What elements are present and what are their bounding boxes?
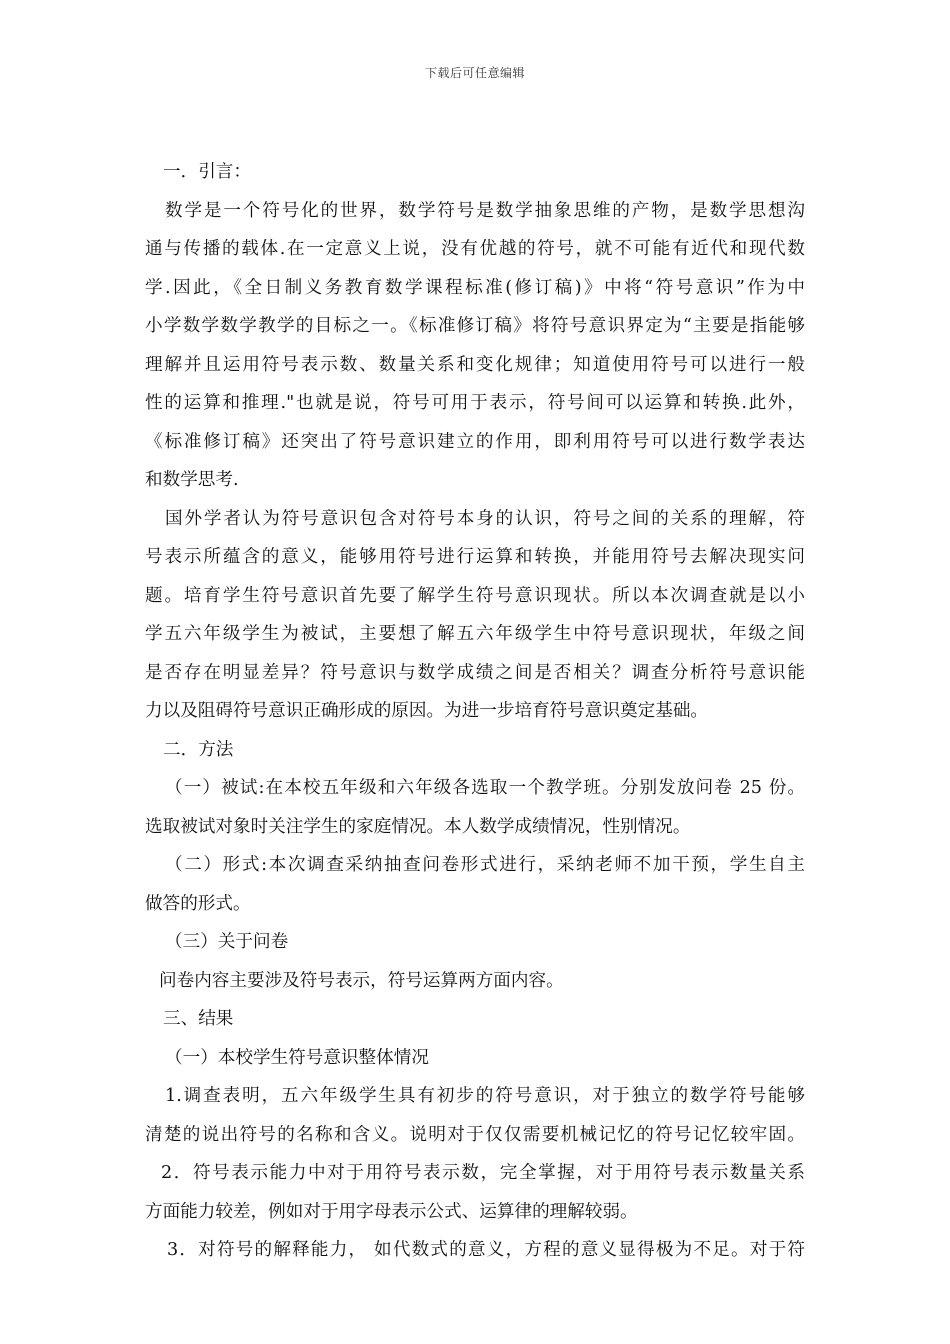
paragraph-line: 清楚的说出符号的名称和含义。说明对于仅仅需要机械记忆的符号记忆较牢固。	[145, 1124, 805, 1145]
paragraph-line: 《标准修订稿》还突出了符号意识建立的作用，即利用符号可以进行数学表达	[145, 431, 805, 452]
paragraph-line: （一）被试:在本校五年级和六年级各选取一个教学班。分别发放问卷 25 份。	[165, 778, 805, 798]
paragraph-line: 通与传播的载体.在一定意义上说，没有优越的符号，就不可能有近代和现代数	[145, 239, 805, 259]
paragraph-line: 和数学思考.	[145, 470, 239, 490]
paragraph-line: 学.因此，《全日制义务教育数学课程标准(修订稿)》中将“符号意识”作为中	[145, 277, 805, 298]
paragraph-line: 号表示所蕴含的意义，能够用符号进行运算和转换，并能用符号去解决现实问	[145, 547, 805, 567]
paragraph-line: 题。培育学生符号意识首先要了解学生符号意识现状。所以本次调查就是以小	[145, 585, 805, 606]
paragraph-line: 做答的形式。	[145, 893, 251, 914]
paragraph-line: 1.调查表明，五六年级学生具有初步的符号意识，对于独立的数学符号能够	[165, 1086, 805, 1106]
section-heading-introduction: 一．引言：	[163, 162, 251, 182]
document-body	[145, 156, 805, 1273]
paragraph-line: 是否存在明显差异？符号意识与数学成绩之间是否相关？调查分析符号意识能	[145, 662, 805, 683]
paragraph-line: 数学是一个符号化的世界，数学符号是数学抽象思维的产物，是数学思想沟	[165, 200, 805, 221]
paragraph-line: 学五六年级学生为被试，主要想了解五六年级学生中符号意识现状，年级之间	[145, 624, 805, 644]
paragraph-line: 2．符号表示能力中对于用符号表示数，完全掌握，对于用符号表示数量关系	[161, 1163, 805, 1183]
page-header: 下载后可任意编辑	[424, 66, 525, 80]
subsection-heading-questionnaire: （三）关于问卷	[165, 932, 289, 952]
paragraph-line: 选取被试对象时关注学生的家庭情况。本人数学成绩情况，性别情况。	[145, 816, 691, 837]
paragraph-line: （二）形式:本次调查采纳抽查问卷形式进行，采纳老师不加干预，学生自主	[165, 855, 805, 875]
paragraph-line: 理解并且运用符号表示数、数量关系和变化规律；知道使用符号可以进行一般	[145, 354, 805, 375]
section-heading-method: 二．方法	[163, 739, 234, 760]
paragraph-line: 小学数学数学教学的目标之一。《标准修订稿》将符号意识界定为“主要是指能够	[145, 316, 805, 336]
section-heading-results: 三、结果	[163, 1009, 234, 1029]
paragraph-line: 性的运算和推理."也就是说，符号可用于表示，符号间可以运算和转换.此外，	[145, 393, 805, 413]
paragraph-line: 问卷内容主要涉及符号表示，符号运算两方面内容。	[159, 970, 564, 991]
paragraph-line: 方面能力较差，例如对于用字母表示公式、运算律的理解较弱。	[145, 1201, 638, 1222]
subsection-heading-overall: （一）本校学生符号意识整体情况	[165, 1047, 429, 1068]
paragraph-line: 国外学者认为符号意识包含对符号本身的认识，符号之间的关系的理解，符	[165, 508, 805, 529]
paragraph-line: 3．对符号的解释能力， 如代数式的意义，方程的意义显得极为不足。对于符	[167, 1240, 805, 1260]
paragraph-line: 力以及阻碍符号意识正确形成的原因。为进一步培育符号意识奠定基础。	[145, 701, 709, 721]
